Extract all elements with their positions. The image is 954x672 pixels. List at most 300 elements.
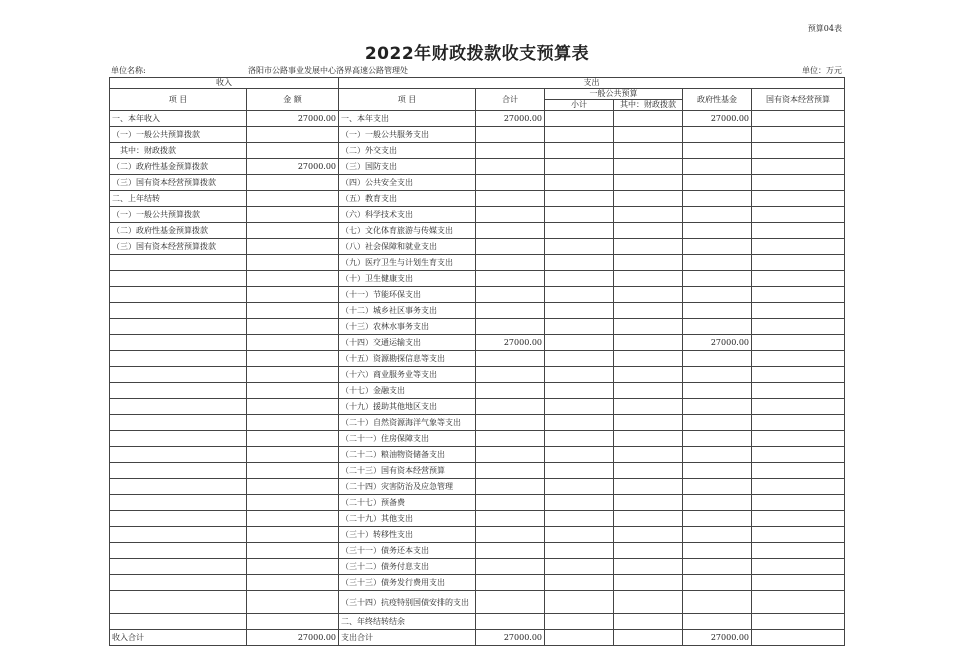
income-amount-cell xyxy=(247,527,339,543)
expense-item-cell: （十二）城乡社区事务支出 xyxy=(339,303,476,319)
money-unit: 单位：万元 xyxy=(802,66,842,75)
income-amount-cell xyxy=(247,543,339,559)
expense-total-cell xyxy=(476,367,545,383)
expense-item-cell: （二十）自然资源海洋气象等支出 xyxy=(339,415,476,431)
state-capital-amount-cell xyxy=(752,575,845,591)
expense-total-cell xyxy=(476,191,545,207)
fiscal-appropriation-cell xyxy=(614,479,683,495)
income-amount-cell xyxy=(247,383,339,399)
table-row xyxy=(110,287,845,303)
fiscal-header: 其中：财政拨款 xyxy=(614,100,683,111)
income-item-cell xyxy=(110,463,247,479)
gov-fund-amount-cell xyxy=(683,223,752,239)
gov-fund-amount-cell xyxy=(683,463,752,479)
expense-item-header: 项 目 xyxy=(339,89,476,111)
expense-item-cell: 一、本年支出 xyxy=(339,111,476,127)
general-subtotal-cell xyxy=(545,614,614,630)
income-item-cell: （一）一般公共预算拨款 xyxy=(110,207,247,223)
expense-total-cell: 27000.00 xyxy=(476,630,545,646)
state-capital-amount-cell xyxy=(752,351,845,367)
general-subtotal-cell xyxy=(545,351,614,367)
state-capital-amount-cell xyxy=(752,367,845,383)
income-amount-cell xyxy=(247,255,339,271)
expense-item-cell: （十九）援助其他地区支出 xyxy=(339,399,476,415)
general-subtotal-cell xyxy=(545,431,614,447)
state-capital-amount-cell xyxy=(752,495,845,511)
expense-total-cell xyxy=(476,614,545,630)
income-amount-cell xyxy=(247,287,339,303)
income-item-cell xyxy=(110,447,247,463)
expense-total-cell xyxy=(476,351,545,367)
gov-fund-amount-cell xyxy=(683,559,752,575)
expense-item-cell: （七）文化体育旅游与传媒支出 xyxy=(339,223,476,239)
table-row xyxy=(110,191,845,207)
income-item-cell: 收入合计 xyxy=(110,630,247,646)
expense-item-cell: （三十二）债务付息支出 xyxy=(339,559,476,575)
fiscal-appropriation-cell xyxy=(614,495,683,511)
state-capital-amount-cell xyxy=(752,239,845,255)
expense-item-cell: （一）一般公共服务支出 xyxy=(339,127,476,143)
subtotal-header: 小计 xyxy=(545,100,614,111)
state-capital-amount-cell xyxy=(752,399,845,415)
table-row xyxy=(110,527,845,543)
income-amount-cell xyxy=(247,127,339,143)
table-row xyxy=(110,335,845,351)
income-amount-cell xyxy=(247,559,339,575)
income-item-cell xyxy=(110,415,247,431)
income-item-cell xyxy=(110,319,247,335)
general-subtotal-cell xyxy=(545,630,614,646)
gov-fund-amount-cell xyxy=(683,479,752,495)
income-amount-header: 金 额 xyxy=(247,89,339,111)
state-capital-header: 国有资本经营预算 xyxy=(752,89,845,111)
state-capital-amount-cell xyxy=(752,335,845,351)
gov-fund-amount-cell xyxy=(683,447,752,463)
general-subtotal-cell xyxy=(545,463,614,479)
gov-fund-amount-cell xyxy=(683,415,752,431)
general-subtotal-cell xyxy=(545,207,614,223)
gov-fund-amount-cell xyxy=(683,143,752,159)
income-item-cell xyxy=(110,351,247,367)
state-capital-amount-cell xyxy=(752,127,845,143)
income-amount-cell xyxy=(247,367,339,383)
fiscal-appropriation-cell xyxy=(614,319,683,335)
state-capital-amount-cell xyxy=(752,415,845,431)
table-row xyxy=(110,351,845,367)
table-row xyxy=(110,239,845,255)
expense-total-cell xyxy=(476,463,545,479)
income-amount-cell: 27000.00 xyxy=(247,159,339,175)
state-capital-amount-cell xyxy=(752,287,845,303)
table-row xyxy=(110,303,845,319)
table-row xyxy=(110,271,845,287)
table-row xyxy=(110,511,845,527)
income-item-cell xyxy=(110,431,247,447)
gov-fund-amount-cell xyxy=(683,271,752,287)
form-code: 预算04表 xyxy=(807,24,842,33)
fiscal-appropriation-cell xyxy=(614,191,683,207)
general-subtotal-cell xyxy=(545,367,614,383)
fiscal-appropriation-cell xyxy=(614,239,683,255)
expense-item-cell: （五）教育支出 xyxy=(339,191,476,207)
state-capital-amount-cell xyxy=(752,463,845,479)
income-amount-cell xyxy=(247,175,339,191)
fiscal-appropriation-cell xyxy=(614,303,683,319)
expense-total-cell xyxy=(476,431,545,447)
income-item-cell xyxy=(110,543,247,559)
general-subtotal-cell xyxy=(545,447,614,463)
gov-fund-amount-cell xyxy=(683,319,752,335)
income-amount-cell xyxy=(247,415,339,431)
table-row xyxy=(110,614,845,630)
income-amount-cell xyxy=(247,479,339,495)
income-item-cell xyxy=(110,591,247,614)
gov-fund-amount-cell xyxy=(683,255,752,271)
expense-total-cell xyxy=(476,447,545,463)
gov-fund-amount-cell xyxy=(683,383,752,399)
fiscal-appropriation-cell xyxy=(614,399,683,415)
gov-fund-amount-cell: 27000.00 xyxy=(683,111,752,127)
general-subtotal-cell xyxy=(545,591,614,614)
gov-fund-amount-cell: 27000.00 xyxy=(683,630,752,646)
table-row xyxy=(110,463,845,479)
expense-total-cell xyxy=(476,559,545,575)
state-capital-amount-cell xyxy=(752,630,845,646)
gov-fund-amount-cell xyxy=(683,575,752,591)
gov-fund-amount-cell xyxy=(683,399,752,415)
income-amount-cell: 27000.00 xyxy=(247,630,339,646)
gov-fund-amount-cell: 27000.00 xyxy=(683,335,752,351)
unit-name-value: 洛阳市公路事业发展中心洛界高速公路管理处 xyxy=(248,66,408,75)
table-row xyxy=(110,447,845,463)
state-capital-amount-cell xyxy=(752,591,845,614)
gov-fund-amount-cell xyxy=(683,431,752,447)
gov-fund-amount-cell xyxy=(683,207,752,223)
fiscal-appropriation-cell xyxy=(614,207,683,223)
table-row xyxy=(110,399,845,415)
fiscal-appropriation-cell xyxy=(614,255,683,271)
income-item-cell: （三）国有资本经营预算拨款 xyxy=(110,175,247,191)
income-item-header: 项 目 xyxy=(110,89,247,111)
fiscal-appropriation-cell xyxy=(614,630,683,646)
expense-total-cell xyxy=(476,527,545,543)
state-capital-amount-cell xyxy=(752,559,845,575)
expense-item-cell: （三十三）债务发行费用支出 xyxy=(339,575,476,591)
table-row xyxy=(110,207,845,223)
gov-fund-amount-cell xyxy=(683,495,752,511)
expense-total-cell xyxy=(476,223,545,239)
table-row xyxy=(110,367,845,383)
fiscal-appropriation-cell xyxy=(614,447,683,463)
fiscal-appropriation-cell xyxy=(614,223,683,239)
general-subtotal-cell xyxy=(545,287,614,303)
fiscal-appropriation-cell xyxy=(614,575,683,591)
table-row xyxy=(110,495,845,511)
gov-fund-header: 政府性基金 xyxy=(683,89,752,111)
table-row xyxy=(110,255,845,271)
general-subtotal-cell xyxy=(545,559,614,575)
income-amount-cell xyxy=(247,495,339,511)
table-row xyxy=(110,159,845,175)
income-item-cell xyxy=(110,559,247,575)
fiscal-appropriation-cell xyxy=(614,271,683,287)
expense-item-cell: （二十四）灾害防治及应急管理 xyxy=(339,479,476,495)
income-amount-cell xyxy=(247,335,339,351)
fiscal-appropriation-cell xyxy=(614,335,683,351)
expense-total-cell xyxy=(476,543,545,559)
state-capital-amount-cell xyxy=(752,447,845,463)
fiscal-appropriation-cell xyxy=(614,463,683,479)
fiscal-appropriation-cell xyxy=(614,383,683,399)
income-item-cell: （三）国有资本经营预算拨款 xyxy=(110,239,247,255)
general-subtotal-cell xyxy=(545,319,614,335)
gov-fund-amount-cell xyxy=(683,239,752,255)
table-row xyxy=(110,591,845,614)
income-item-cell xyxy=(110,527,247,543)
fiscal-appropriation-cell xyxy=(614,175,683,191)
table-row xyxy=(110,559,845,575)
state-capital-amount-cell xyxy=(752,543,845,559)
gov-fund-amount-cell xyxy=(683,287,752,303)
general-subtotal-cell xyxy=(545,415,614,431)
state-capital-amount-cell xyxy=(752,303,845,319)
table-row xyxy=(110,431,845,447)
expense-item-cell: （十三）农林水事务支出 xyxy=(339,319,476,335)
expense-item-cell: （三十一）债务还本支出 xyxy=(339,543,476,559)
header-row-2 xyxy=(110,89,845,100)
table-row xyxy=(110,630,845,646)
state-capital-amount-cell xyxy=(752,159,845,175)
income-item-cell xyxy=(110,335,247,351)
state-capital-amount-cell xyxy=(752,143,845,159)
gov-fund-amount-cell xyxy=(683,351,752,367)
expense-total-cell xyxy=(476,159,545,175)
gov-fund-amount-cell xyxy=(683,511,752,527)
fiscal-appropriation-cell xyxy=(614,287,683,303)
income-item-cell xyxy=(110,271,247,287)
expense-item-cell: （二十九）其他支出 xyxy=(339,511,476,527)
table-row xyxy=(110,383,845,399)
expense-item-cell: （二十三）国有资本经营预算 xyxy=(339,463,476,479)
state-capital-amount-cell xyxy=(752,175,845,191)
expense-total-cell xyxy=(476,207,545,223)
expense-total-cell xyxy=(476,255,545,271)
expense-item-cell: （十六）商业服务业等支出 xyxy=(339,367,476,383)
income-item-cell xyxy=(110,367,247,383)
income-amount-cell xyxy=(247,223,339,239)
expense-item-cell: （六）科学技术支出 xyxy=(339,207,476,223)
header-row-1 xyxy=(110,78,845,89)
expense-total-cell xyxy=(476,383,545,399)
general-subtotal-cell xyxy=(545,399,614,415)
income-header: 收入 xyxy=(110,78,339,89)
income-amount-cell: 27000.00 xyxy=(247,111,339,127)
expense-item-cell: （三）国防支出 xyxy=(339,159,476,175)
income-item-cell xyxy=(110,303,247,319)
gov-fund-amount-cell xyxy=(683,614,752,630)
expense-item-cell: （二）外交支出 xyxy=(339,143,476,159)
income-item-cell xyxy=(110,511,247,527)
general-subtotal-cell xyxy=(545,111,614,127)
expense-total-cell xyxy=(476,415,545,431)
state-capital-amount-cell xyxy=(752,319,845,335)
expense-total-cell xyxy=(476,495,545,511)
income-amount-cell xyxy=(247,511,339,527)
expense-item-cell: （十一）节能环保支出 xyxy=(339,287,476,303)
general-subtotal-cell xyxy=(545,191,614,207)
fiscal-appropriation-cell xyxy=(614,511,683,527)
gov-fund-amount-cell xyxy=(683,303,752,319)
table-row xyxy=(110,319,845,335)
expense-header: 支出 xyxy=(339,78,845,89)
unit-name-label: 单位名称: xyxy=(111,66,146,75)
state-capital-amount-cell xyxy=(752,511,845,527)
expense-total-cell xyxy=(476,319,545,335)
expense-total-cell xyxy=(476,271,545,287)
table-row xyxy=(110,143,845,159)
expense-total-cell xyxy=(476,303,545,319)
state-capital-amount-cell xyxy=(752,111,845,127)
expense-total-cell xyxy=(476,127,545,143)
general-subtotal-cell xyxy=(545,335,614,351)
expense-total-cell xyxy=(476,175,545,191)
expense-total-cell xyxy=(476,591,545,614)
expense-item-cell: （十）卫生健康支出 xyxy=(339,271,476,287)
table-row xyxy=(110,175,845,191)
state-capital-amount-cell xyxy=(752,614,845,630)
general-subtotal-cell xyxy=(545,511,614,527)
fiscal-appropriation-cell xyxy=(614,591,683,614)
expense-item-cell: （九）医疗卫生与计划生育支出 xyxy=(339,255,476,271)
income-item-cell xyxy=(110,479,247,495)
fiscal-appropriation-cell xyxy=(614,559,683,575)
income-amount-cell xyxy=(247,303,339,319)
gov-fund-amount-cell xyxy=(683,543,752,559)
expense-total-cell xyxy=(476,511,545,527)
general-subtotal-cell xyxy=(545,495,614,511)
fiscal-appropriation-cell xyxy=(614,614,683,630)
expense-item-cell: （三十）转移性支出 xyxy=(339,527,476,543)
gov-fund-amount-cell xyxy=(683,175,752,191)
general-subtotal-cell xyxy=(545,575,614,591)
state-capital-amount-cell xyxy=(752,527,845,543)
expense-total-cell xyxy=(476,479,545,495)
income-item-cell: 其中：财政拨款 xyxy=(110,143,247,159)
fiscal-appropriation-cell xyxy=(614,351,683,367)
state-capital-amount-cell xyxy=(752,383,845,399)
income-amount-cell xyxy=(247,614,339,630)
budget-table xyxy=(109,77,845,646)
expense-item-cell: （八）社会保障和就业支出 xyxy=(339,239,476,255)
gov-fund-amount-cell xyxy=(683,527,752,543)
general-subtotal-cell xyxy=(545,223,614,239)
income-amount-cell xyxy=(247,143,339,159)
state-capital-amount-cell xyxy=(752,255,845,271)
expense-total-cell: 27000.00 xyxy=(476,335,545,351)
gov-fund-amount-cell xyxy=(683,591,752,614)
income-amount-cell xyxy=(247,271,339,287)
table-row xyxy=(110,575,845,591)
expense-item-cell: （二十七）预备费 xyxy=(339,495,476,511)
income-item-cell xyxy=(110,399,247,415)
table-row xyxy=(110,223,845,239)
income-amount-cell xyxy=(247,191,339,207)
state-capital-amount-cell xyxy=(752,479,845,495)
expense-item-cell: （二十一）住房保障支出 xyxy=(339,431,476,447)
state-capital-amount-cell xyxy=(752,431,845,447)
income-amount-cell xyxy=(247,399,339,415)
expense-item-cell: （二十二）粮油物资储备支出 xyxy=(339,447,476,463)
income-item-cell: （二）政府性基金预算拨款 xyxy=(110,223,247,239)
expense-total-cell xyxy=(476,287,545,303)
income-item-cell xyxy=(110,255,247,271)
expense-total-cell xyxy=(476,399,545,415)
expense-total-cell: 27000.00 xyxy=(476,111,545,127)
general-subtotal-cell xyxy=(545,239,614,255)
expense-item-cell: 支出合计 xyxy=(339,630,476,646)
income-item-cell xyxy=(110,614,247,630)
income-amount-cell xyxy=(247,591,339,614)
gov-fund-amount-cell xyxy=(683,159,752,175)
table-row xyxy=(110,543,845,559)
income-item-cell: （一）一般公共预算拨款 xyxy=(110,127,247,143)
expense-item-cell: （四）公共安全支出 xyxy=(339,175,476,191)
general-subtotal-cell xyxy=(545,255,614,271)
state-capital-amount-cell xyxy=(752,271,845,287)
expense-total-cell xyxy=(476,575,545,591)
income-item-cell xyxy=(110,287,247,303)
income-item-cell: （二）政府性基金预算拨款 xyxy=(110,159,247,175)
page-title: 2022年财政拨款收支预算表 xyxy=(364,44,590,64)
general-subtotal-cell xyxy=(545,271,614,287)
expense-item-cell: （十五）资源勘探信息等支出 xyxy=(339,351,476,367)
income-amount-cell xyxy=(247,239,339,255)
general-subtotal-cell xyxy=(545,175,614,191)
general-subtotal-cell xyxy=(545,543,614,559)
fiscal-appropriation-cell xyxy=(614,111,683,127)
gov-fund-amount-cell xyxy=(683,191,752,207)
fiscal-appropriation-cell xyxy=(614,527,683,543)
income-item-cell: 一、本年收入 xyxy=(110,111,247,127)
table-row xyxy=(110,479,845,495)
state-capital-amount-cell xyxy=(752,223,845,239)
general-subtotal-cell xyxy=(545,159,614,175)
income-amount-cell xyxy=(247,207,339,223)
fiscal-appropriation-cell xyxy=(614,159,683,175)
total-header: 合计 xyxy=(476,89,545,111)
income-amount-cell xyxy=(247,319,339,335)
fiscal-appropriation-cell xyxy=(614,415,683,431)
gov-fund-amount-cell xyxy=(683,367,752,383)
expense-item-cell: （十七）金融支出 xyxy=(339,383,476,399)
income-amount-cell xyxy=(247,351,339,367)
expense-total-cell xyxy=(476,239,545,255)
fiscal-appropriation-cell xyxy=(614,543,683,559)
general-subtotal-cell xyxy=(545,143,614,159)
expense-item-cell: 二、年终结转结余 xyxy=(339,614,476,630)
expense-total-cell xyxy=(476,143,545,159)
income-amount-cell xyxy=(247,463,339,479)
income-item-cell: 二、上年结转 xyxy=(110,191,247,207)
table-row xyxy=(110,127,845,143)
gov-fund-amount-cell xyxy=(683,127,752,143)
fiscal-appropriation-cell xyxy=(614,431,683,447)
income-amount-cell xyxy=(247,575,339,591)
fiscal-appropriation-cell xyxy=(614,127,683,143)
general-subtotal-cell xyxy=(545,127,614,143)
state-capital-amount-cell xyxy=(752,191,845,207)
state-capital-amount-cell xyxy=(752,207,845,223)
